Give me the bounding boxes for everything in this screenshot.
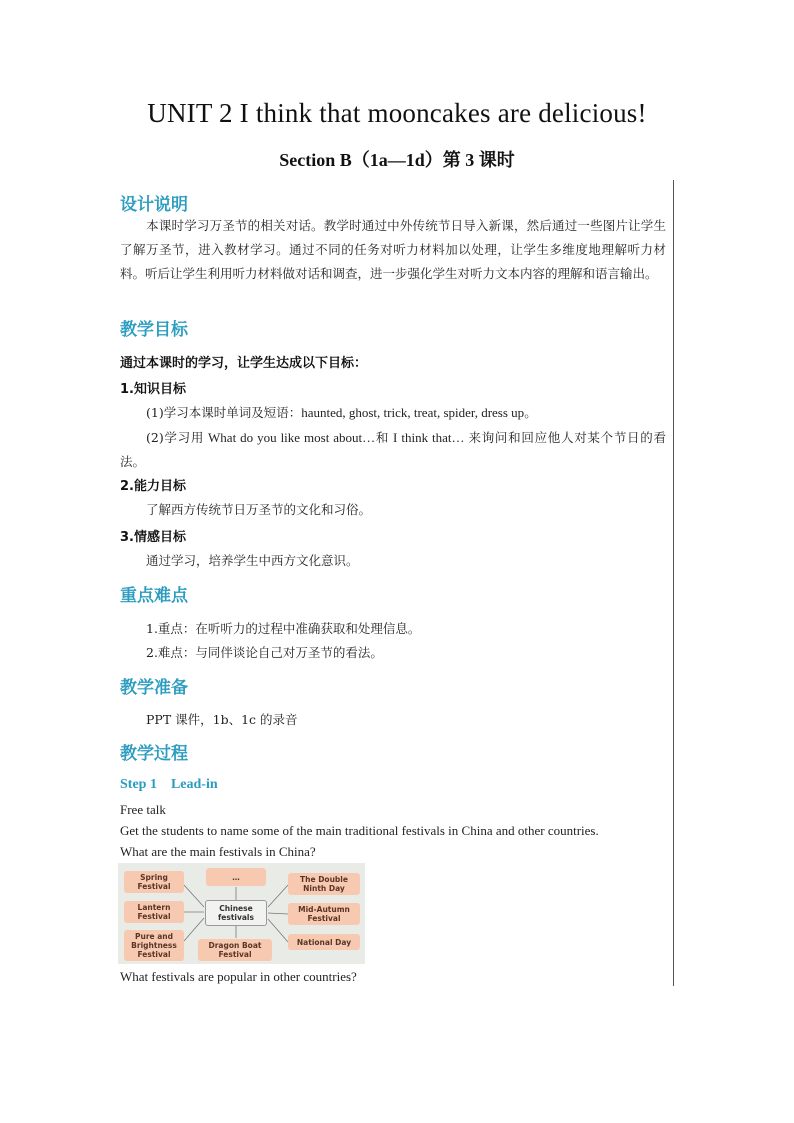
knowledge-item-2-d: I think that… [389, 430, 469, 445]
question-2: What festivals are popular in other countries? [120, 969, 357, 984]
knowledge-item-2-e: 来询问和回应他人对某个节日 [468, 430, 641, 445]
design-body-text: 本课时学习万圣节的相关对话。教学时通过中外传统节日导入新课，然后通过一些图片让学生了解万圣节，进入教材学习。通过不同的任务对听力材料加以处理，让学生多维度地理解听力材料。听后让学生利用听力材料做对话和调查，进一步强化学生对听力文本内容的理解和语言输出。 [120, 218, 666, 281]
ability-text: 了解西方传统节日万圣节的文化和习俗。 [146, 502, 372, 517]
free-talk: Free talk [120, 802, 166, 817]
knowledge-item-1 [146, 403, 537, 421]
objectives-heading: 教学目标 [120, 320, 188, 340]
process-heading: 教学过程 [120, 744, 188, 764]
design-body [120, 214, 666, 286]
preparation-heading: 教学准备 [120, 678, 188, 698]
node-spring-festival: Spring Festival [124, 871, 184, 893]
node-ellipsis: … [206, 868, 266, 886]
design-heading: 设计说明 [120, 195, 188, 215]
festivals-diagram [118, 863, 365, 964]
step-1-name: Lead-in [170, 777, 218, 792]
knowledge-item-1-words: haunted, ghost, trick, treat, spider, dress up [301, 405, 525, 420]
node-double-ninth-day: The Double Ninth Day [288, 873, 360, 895]
keypoints-heading: 重点难点 [120, 586, 188, 606]
preparation-text: PPT 课件，1b、1c 的录音 [146, 712, 298, 727]
question-1: What are the main festivals in China? [120, 844, 316, 859]
key-point: 1.重点：在听听力的过程中准确获取和处理信息。 [146, 621, 421, 636]
knowledge-item-1-prefix: (1)学习本课时单词及短语： [146, 405, 302, 420]
node-lantern-festival: Lantern Festival [124, 901, 184, 923]
right-margin-rule [673, 180, 674, 986]
node-dragon-boat-festival: Dragon Boat Festival [198, 939, 272, 961]
page-subtitle: Section B（1a—1d）第 3 课时 [279, 150, 515, 170]
node-pure-brightness-festival: Pure and Brightness Festival [124, 930, 184, 961]
emotion-title: 3.情感目标 [120, 530, 186, 545]
knowledge-item-2-c: 和 [375, 430, 390, 445]
page-title: UNIT 2 I think that mooncakes are delicious! [147, 98, 647, 128]
node-chinese-festivals: Chinese festivals [205, 900, 267, 926]
knowledge-item-2-f: 的看法。 [120, 430, 666, 469]
difficult-point: 2.难点：与同伴谈论自己对万圣节的看法。 [146, 645, 383, 660]
knowledge-item-2 [120, 426, 666, 474]
ability-title: 2.能力目标 [120, 479, 186, 494]
step-1-title [120, 777, 218, 793]
node-mid-autumn-festival: Mid-Autumn Festival [288, 903, 360, 925]
step-1-number: Step 1 [120, 777, 157, 792]
objectives-intro: 通过本课时的学习，让学生达成以下目标： [120, 356, 368, 371]
knowledge-item-1-end: 。 [524, 405, 537, 420]
knowledge-item-2-b: What do you like most about… [204, 430, 376, 445]
knowledge-item-2-a: (2)学习用 [146, 430, 205, 445]
emotion-text: 通过学习，培养学生中西方文化意识。 [146, 553, 359, 568]
knowledge-title: 1.知识目标 [120, 382, 186, 397]
instruction: Get the students to name some of the main traditional festivals in China and other countries. [120, 823, 599, 838]
node-national-day: National Day [288, 934, 360, 950]
